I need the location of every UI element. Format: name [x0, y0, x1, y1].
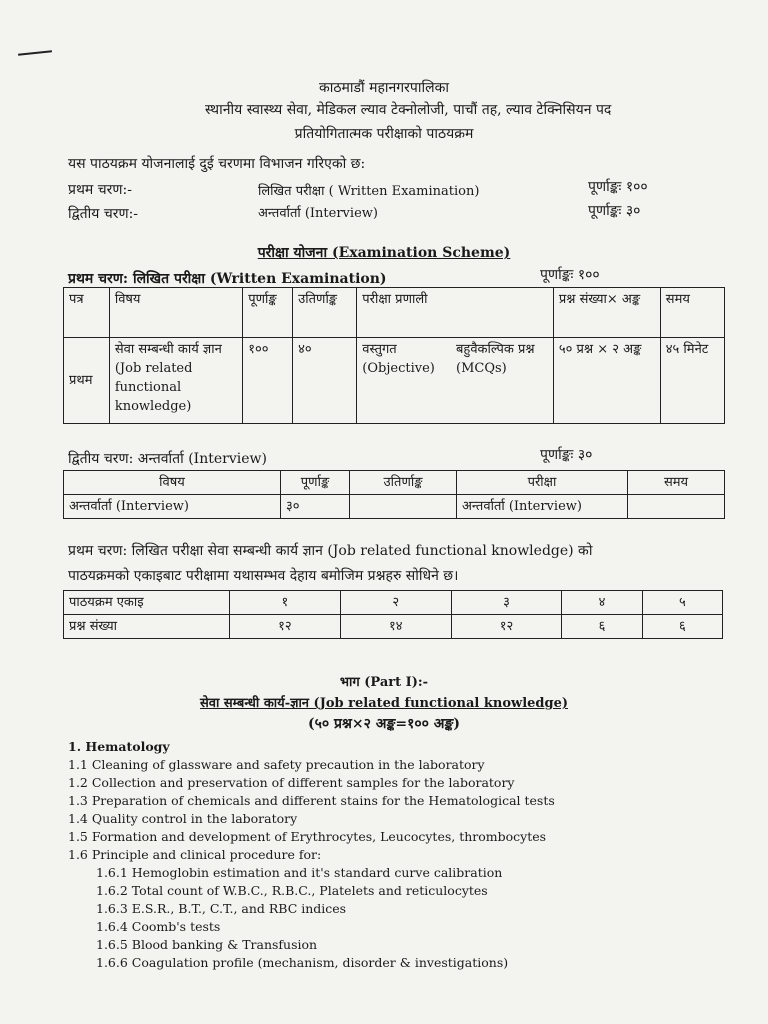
header-paper: पत्र: [64, 288, 110, 338]
unit-number: १: [230, 591, 341, 615]
scheme-title: परीक्षा योजना (Examination Scheme): [257, 245, 511, 261]
intro-text: यस पाठयक्रम योजनालाई दुई चरणमा विभाजन गरिएको छ:: [68, 156, 366, 172]
header-pass-marks: उतिर्णाङ्क: [293, 288, 357, 338]
written-exam-table: [63, 287, 725, 424]
cell-subject: सेवा सम्बन्धी कार्य ज्ञान (Job related functional knowledge): [109, 338, 242, 424]
written-heading: प्रथम चरण: लिखित परीक्षा (Written Examination): [68, 271, 387, 287]
header-exam-system: परीक्षा प्रणाली: [357, 288, 554, 338]
header-time: समय: [660, 288, 724, 338]
header-time: समय: [628, 471, 725, 495]
table-row: [64, 495, 725, 519]
part-label: भाग (Part I):-: [339, 675, 429, 690]
syllabus-subject: प्रतियोगितात्मक परीक्षाको पाठयक्रम: [294, 126, 474, 142]
phase2-label: द्वितीय चरण:-: [68, 206, 139, 222]
units-intro-line1: प्रथम चरण: लिखित परीक्षा सेवा सम्बन्धी कार्य ज्ञान (Job related functional knowledge) को: [68, 543, 593, 559]
label-question-count: प्रश्न संख्या: [64, 615, 230, 639]
phase1-marks: पूर्णाङ्कः १००: [588, 179, 648, 195]
question-count: १२: [230, 615, 341, 639]
cell-time: [628, 495, 725, 519]
question-count: १४: [340, 615, 451, 639]
list-item: 1.2 Collection and preservation of different samples for the laboratory: [68, 775, 515, 790]
unit-number: ३: [451, 591, 562, 615]
cell-system-objective: वस्तुगत (Objective): [357, 338, 451, 424]
question-count: ६: [562, 615, 642, 639]
org-title: काठमाडौं महानगरपालिका: [319, 80, 449, 96]
header-exam: परीक्षा: [457, 471, 628, 495]
list-subitem: 1.6.5 Blood banking & Transfusion: [96, 937, 318, 952]
post-title: स्थानीय स्वास्थ्य सेवा, मेडिकल ल्याव टेक्नोलोजी, पाचौं तह, ल्याव टेक्निसियन पद: [205, 102, 612, 118]
phase2-name: अन्तर्वार्ता (Interview): [258, 206, 378, 221]
table-header-row: [64, 288, 725, 338]
interview-table: [63, 470, 725, 519]
section-heading: 1. Hematology: [68, 739, 170, 754]
phase1-name: लिखित परीक्षा ( Written Examination): [258, 184, 480, 199]
table-row: [64, 615, 723, 639]
header-full-marks: पूर्णाङ्क: [281, 471, 350, 495]
header-pass-marks: उतिर्णाङ्क: [350, 471, 457, 495]
phase1-label: प्रथम चरण:-: [68, 182, 132, 198]
list-item: 1.1 Cleaning of glassware and safety precaution in the laboratory: [68, 757, 485, 772]
question-count: ६: [642, 615, 722, 639]
unit-number: ५: [642, 591, 722, 615]
question-count: १२: [451, 615, 562, 639]
part-title: सेवा सम्बन्धी कार्य-ज्ञान (Job related functional knowledge): [199, 696, 569, 711]
table-header-row: [64, 471, 725, 495]
unit-number: ४: [562, 591, 642, 615]
phase2-marks: पूर्णाङ्कः ३०: [588, 203, 641, 219]
part-marks: (५० प्रश्न×२ अङ्क=१०० अङ्क): [308, 716, 460, 732]
list-subitem: 1.6.3 E.S.R., B.T., C.T., and RBC indices: [96, 901, 347, 916]
cell-full-marks: १००: [243, 338, 293, 424]
header-subject: विषय: [64, 471, 281, 495]
cell-pass-marks: ४०: [293, 338, 357, 424]
label-unit: पाठयक्रम एकाइ: [64, 591, 230, 615]
list-subitem: 1.6.4 Coomb's tests: [96, 919, 221, 934]
syllabus-list: [68, 738, 555, 972]
pen-mark: [18, 50, 52, 56]
list-subitem: 1.6.1 Hemoglobin estimation and it's standard curve calibration: [96, 865, 503, 880]
written-marks: पूर्णाङ्कः १००: [540, 267, 600, 283]
cell-system-mcq: बहुवैकल्पिक प्रश्न (MCQs): [451, 338, 553, 424]
unit-number: २: [340, 591, 451, 615]
list-subitem: 1.6.6 Coagulation profile (mechanism, disorder & investigations): [96, 955, 509, 970]
table-row: [64, 591, 723, 615]
interview-heading: द्वितीय चरण: अन्तर्वार्ता (Interview): [68, 451, 267, 467]
cell-full-marks: ३०: [281, 495, 350, 519]
list-item: 1.4 Quality control in the laboratory: [68, 811, 298, 826]
cell-pass-marks: [350, 495, 457, 519]
interview-marks: पूर्णाङ्कः ३०: [540, 447, 593, 463]
cell-exam: अन्तर्वार्ता (Interview): [457, 495, 628, 519]
cell-subject: अन्तर्वार्ता (Interview): [64, 495, 281, 519]
units-intro-line2: पाठयक्रमको एकाइबाट परीक्षामा यथासम्भव देहाय बमोजिम प्रश्नहरु सोधिने छ।: [68, 568, 459, 584]
units-table: [63, 590, 723, 639]
cell-question-count: ५० प्रश्न × २ अङ्क: [553, 338, 660, 424]
list-item: 1.5 Formation and development of Erythrocytes, Leucocytes, thrombocytes: [68, 829, 547, 844]
list-subitem: 1.6.2 Total count of W.B.C., R.B.C., Platelets and reticulocytes: [96, 883, 488, 898]
header-subject: विषय: [109, 288, 242, 338]
header-full-marks: पूर्णाङ्क: [243, 288, 293, 338]
cell-paper: प्रथम: [64, 338, 110, 424]
header-question-count: प्रश्न संख्या× अङ्क: [553, 288, 660, 338]
table-row: [64, 338, 725, 424]
cell-time: ४५ मिनेट: [660, 338, 724, 424]
list-item: 1.3 Preparation of chemicals and different stains for the Hematological tests: [68, 793, 555, 808]
list-item: 1.6 Principle and clinical procedure for:: [68, 847, 322, 862]
